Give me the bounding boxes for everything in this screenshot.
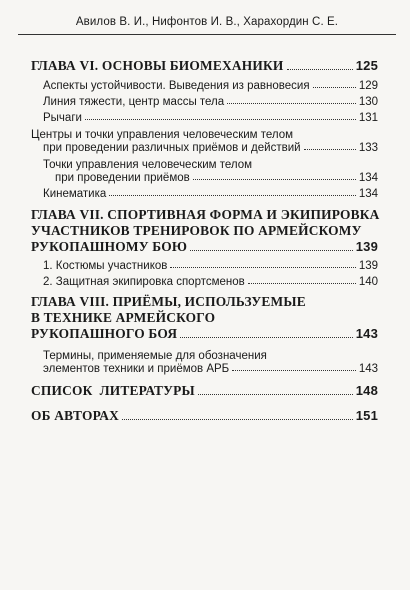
toc-entry-label: Термины, применяемые для обозначения — [43, 350, 267, 362]
toc-literature — [31, 383, 378, 399]
toc-entry — [31, 188, 378, 200]
toc-entry — [31, 128, 378, 154]
toc-chapter-line — [31, 326, 378, 342]
toc-about-authors — [31, 408, 378, 424]
leader-dots — [85, 118, 356, 120]
toc-entry-label: элементов техники и приёмов АРБ — [43, 363, 230, 375]
toc-entry-label: Точки управления человеческим телом — [43, 159, 253, 171]
leader-dots — [170, 266, 355, 268]
toc-entry — [31, 260, 378, 272]
toc-chapter-title: РУКОПАШНОМУ БОЮ — [31, 239, 188, 254]
toc-chapter-7 — [31, 207, 378, 255]
toc-entry — [31, 80, 378, 92]
toc-entry-label: Кинематика — [43, 188, 107, 200]
toc-entry-label: Рычаги — [43, 112, 82, 124]
toc-page-number: 148 — [355, 383, 378, 398]
table-of-contents — [31, 58, 378, 424]
toc-entry-label: при проведении приёмов — [55, 172, 190, 184]
toc-page-number: 134 — [358, 172, 378, 184]
leader-dots — [198, 393, 353, 395]
toc-chapter-8 — [31, 294, 378, 342]
leader-dots — [227, 102, 356, 104]
toc-page-number: 143 — [355, 326, 378, 341]
toc-page-number: 151 — [355, 408, 378, 423]
toc-page-number: 129 — [358, 80, 378, 92]
toc-entry — [31, 276, 378, 288]
leader-dots — [180, 336, 352, 338]
toc-entry — [31, 96, 378, 108]
toc-page-number: 139 — [358, 260, 378, 272]
toc-chapter-6 — [31, 58, 378, 74]
leader-dots — [122, 418, 353, 420]
toc-page-number: 133 — [358, 142, 378, 154]
leader-dots — [248, 282, 356, 284]
toc-page-number: 143 — [358, 363, 378, 375]
toc-chapter-title: УЧАСТНИКОВ ТРЕНИРОВОК ПО АРМЕЙСКОМУ — [31, 223, 362, 238]
leader-dots — [193, 178, 356, 180]
toc-entry-label: 2. Защитная экипировка спортсменов — [43, 276, 245, 288]
toc-entry-label: Центры и точки управления человеческим телом — [31, 129, 294, 141]
toc-entry-line — [31, 142, 378, 154]
toc-chapter-title: ГЛАВА VII. СПОРТИВНАЯ ФОРМА И ЭКИПИРОВКА — [31, 207, 380, 222]
toc-chapter-title: ГЛАВА VIII. ПРИЁМЫ, ИСПОЛЬЗУЕМЫЕ — [31, 294, 306, 309]
toc-chapter-line — [31, 239, 378, 255]
toc-page-number: 125 — [355, 58, 378, 73]
toc-entry — [31, 112, 378, 124]
toc-entry — [31, 158, 378, 184]
toc-page-number: 131 — [358, 112, 378, 124]
toc-chapter-title: СПИСОК ЛИТЕРАТУРЫ — [31, 383, 195, 398]
toc-chapter-title: РУКОПАШНОГО БОЯ — [31, 326, 178, 341]
toc-page-number: 130 — [358, 96, 378, 108]
toc-page-number: 139 — [355, 239, 378, 254]
leader-dots — [313, 86, 356, 88]
toc-entry — [31, 349, 378, 375]
leader-dots — [232, 369, 356, 371]
toc-entry-label: 1. Костюмы участников — [43, 260, 168, 272]
leader-dots — [304, 148, 356, 150]
toc-entry-line — [31, 363, 378, 375]
leader-dots — [190, 249, 353, 251]
toc-chapter-title: ГЛАВА VI. ОСНОВЫ БИОМЕХАНИКИ — [31, 58, 284, 73]
toc-chapter-title: ОБ АВТОРАХ — [31, 408, 120, 423]
running-header: Авилов В. И., Нифонтов И. В., Харахордин С. Е. — [18, 16, 396, 35]
leader-dots — [287, 68, 353, 70]
toc-entry-label: Аспекты устойчивости. Выведения из равновесия — [43, 80, 310, 92]
toc-chapter-title: В ТЕХНИКЕ АРМЕЙСКОГО — [31, 310, 216, 325]
toc-entry-label: при проведении различных приёмов и действий — [43, 142, 301, 154]
toc-page-number: 134 — [358, 188, 378, 200]
toc-page-number: 140 — [358, 276, 378, 288]
toc-entry-label: Линия тяжести, центр массы тела — [43, 96, 225, 108]
toc-entry-line — [31, 172, 378, 184]
leader-dots — [109, 194, 356, 196]
